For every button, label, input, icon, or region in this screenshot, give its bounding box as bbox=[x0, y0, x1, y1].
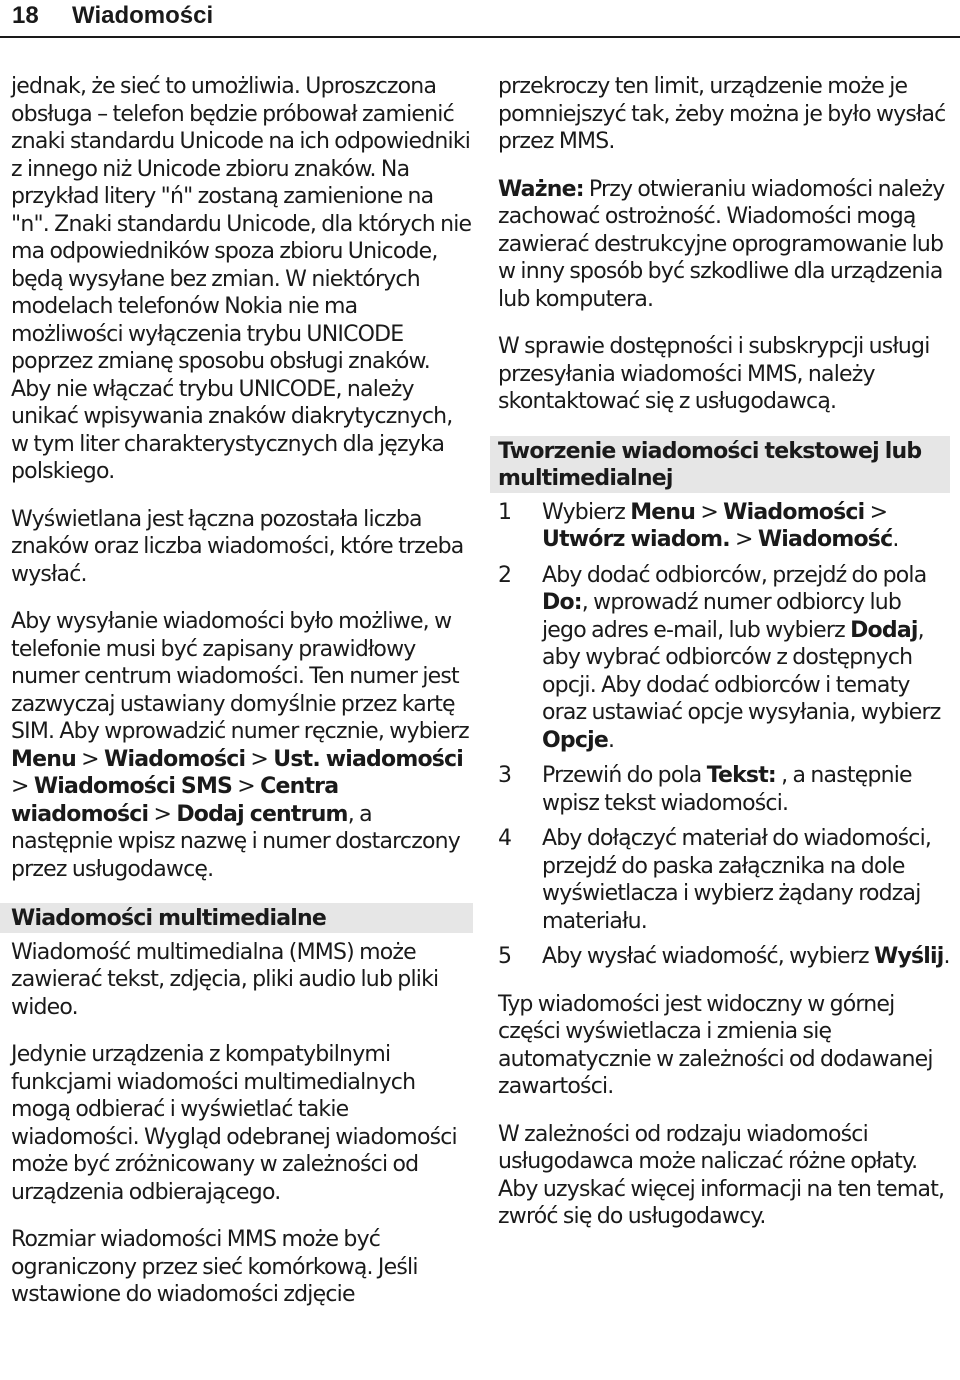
text-run: , aby wybrać odbiorców z dostępnych opcji. Aby dodać odbiorców i tematy oraz ustawiać opcje wysyłania, wybierz bbox=[542, 617, 941, 725]
option-options: Opcje bbox=[542, 727, 608, 753]
text-run: . bbox=[943, 944, 950, 969]
page-header bbox=[0, 0, 960, 38]
text-run: . bbox=[607, 727, 615, 753]
paragraph-important bbox=[498, 176, 950, 314]
path-separator: > bbox=[729, 527, 758, 552]
path-separator: > bbox=[232, 774, 261, 799]
step-4 bbox=[498, 825, 950, 935]
section-title: Wiadomości bbox=[72, 2, 214, 29]
option-send: Wyślij bbox=[873, 944, 944, 969]
menu-path-message-centers: Centra wiadomości bbox=[11, 774, 339, 827]
path-separator: > bbox=[864, 499, 888, 525]
paragraph-limit: przekroczy ten limit, urządzenie może je pomniejszyć tak, żeby można je było wysłać przez MMS. bbox=[498, 74, 946, 154]
path-separator: > bbox=[11, 774, 34, 799]
paragraph-unicode: jednak, że sieć to umożliwia. Uproszczona obsługa – telefon będzie próbował zamienić znaki standardu Unicode na ich odpowiedniki z innego niż Unicode zbioru znaków. Na przykład litery "ń" zostaną zamienione na "n". Znaki standardu Unicode, dla których nie ma odpowiedników spoza zbioru Unicode, będą wysyłane bez zmian. W niektórych modelach telefonów Nokia nie ma możliwości wyłączenia trybu UNICODE poprzez zmianę sposobu obsługi znaków. Aby nie włączać trybu UNICODE, należy unikać wpisywania znaków diakrytycznych, w tym liter charakterystycznych dla języka polskiego. bbox=[11, 74, 472, 484]
text-run: Aby wysłać wiadomość, wybierz bbox=[542, 944, 874, 969]
text-run: Przewiń do pola bbox=[542, 763, 707, 788]
heading-multimedia-messages: Wiadomości multimedialne bbox=[0, 903, 473, 933]
menu-path-sms: Wiadomości SMS bbox=[33, 774, 233, 799]
step-number: 4 bbox=[498, 826, 512, 851]
paragraph-message-type: Typ wiadomości jest widoczny w górnej części wyświetlacza i zmienia się automatycznie w zależności od dodawanej zawartości. bbox=[498, 991, 933, 1099]
path-separator: > bbox=[75, 746, 104, 772]
step-5 bbox=[498, 943, 950, 971]
paragraph-mms-intro: Wiadomość multimedialna (MMS) może zawierać tekst, zdjęcia, pliki audio lub pliki wideo. bbox=[11, 939, 439, 1020]
field-text: Tekst: bbox=[706, 763, 776, 788]
paragraph-mms-availability: W sprawie dostępności i subskrypcji usługi przesyłania wiadomości MMS, należy skontaktować się z usługodawcą. bbox=[498, 334, 930, 414]
text-run: . bbox=[892, 527, 899, 552]
menu-path-messages: Wiadomości bbox=[723, 499, 865, 525]
step-number: 2 bbox=[498, 562, 512, 588]
paragraph-compatible-devices: Jedynie urządzenia z kompatybilnymi funkcjami wiadomości multimedialnych mogą odbierać i wyświetlać takie wiadomości. Wygląd odebranej wiadomości może być zróżnicowany w zależności od urządzenia odbierającego. bbox=[11, 1042, 457, 1205]
menu-path-messages: Wiadomości bbox=[103, 746, 246, 772]
option-add: Dodaj bbox=[850, 617, 918, 643]
text-run: , wprowadź numer odbiorcy lub jego adres e-mail, lub wybierz bbox=[542, 590, 902, 643]
menu-path-create-message: Utwórz wiadom. bbox=[542, 527, 730, 552]
paragraph-char-count: Wyświetlana jest łączna pozostała liczba znaków oraz liczba wiadomości, które trzeba wysłać. bbox=[11, 506, 464, 587]
text-run: , a następnie wpisz nazwę i numer dostarczony przez usługodawcę. bbox=[11, 801, 460, 882]
path-separator: > bbox=[148, 801, 177, 827]
right-column bbox=[498, 73, 950, 1251]
path-separator: > bbox=[245, 746, 274, 772]
menu-path-add-center: Dodaj centrum bbox=[176, 801, 348, 827]
menu-path-message: Wiadomość bbox=[757, 527, 893, 552]
paragraph-message-center bbox=[11, 608, 473, 883]
text-run: Aby dołączyć materiał do wiadomości, przejdź do paska załącznika na dole wyświetlacza i wybierz żądany rodzaj materiału. bbox=[542, 826, 932, 934]
menu-path-menu: Menu bbox=[11, 746, 76, 772]
page-number: 18 bbox=[12, 2, 39, 29]
paragraph-charges: W zależności od rodzaju wiadomości usługodawca może naliczać różne opłaty. Aby uzyskać więcej informacji na ten temat, zwróć się do usługodawcy. bbox=[498, 1121, 945, 1229]
field-to: Do: bbox=[542, 590, 582, 615]
important-text: Przy otwieraniu wiadomości należy zachować ostrożność. Wiadomości mogą zawierać destrukcyjne oprogramowanie lub w inny sposób być szkodliwe dla urządzenia lub komputera. bbox=[498, 176, 945, 312]
menu-path-menu: Menu bbox=[630, 499, 696, 525]
step-number: 5 bbox=[498, 944, 512, 969]
text-run: , a następnie wpisz tekst wiadomości. bbox=[542, 763, 912, 816]
step-3 bbox=[498, 762, 950, 817]
heading-create-message: Tworzenie wiadomości tekstowej lub multimedialnej bbox=[490, 436, 950, 493]
important-label: Ważne: bbox=[498, 176, 584, 202]
text-run: Wybierz bbox=[542, 499, 631, 525]
steps-list bbox=[498, 499, 950, 971]
menu-path-message-settings: Ust. wiadomości bbox=[273, 746, 464, 772]
text-run: Aby dodać odbiorców, przejdź do pola bbox=[542, 562, 927, 588]
text-run: Aby wysyłanie wiadomości było możliwe, w telefonie musi być zapisany prawidłowy numer centrum wiadomości. Ten numer jest zazwyczaj ustawiany domyślnie przez kartę SIM. Aby wprowadzić numer ręcznie, wybierz bbox=[11, 609, 469, 744]
step-number: 1 bbox=[498, 499, 512, 525]
step-number: 3 bbox=[498, 763, 512, 788]
step-1 bbox=[498, 499, 950, 554]
step-2 bbox=[498, 562, 950, 755]
paragraph-mms-size: Rozmiar wiadomości MMS może być ograniczony przez sieć komórkową. Jeśli wstawione do wiadomości zdjęcie bbox=[11, 1227, 418, 1307]
path-separator: > bbox=[695, 499, 724, 525]
left-column bbox=[11, 73, 473, 1329]
